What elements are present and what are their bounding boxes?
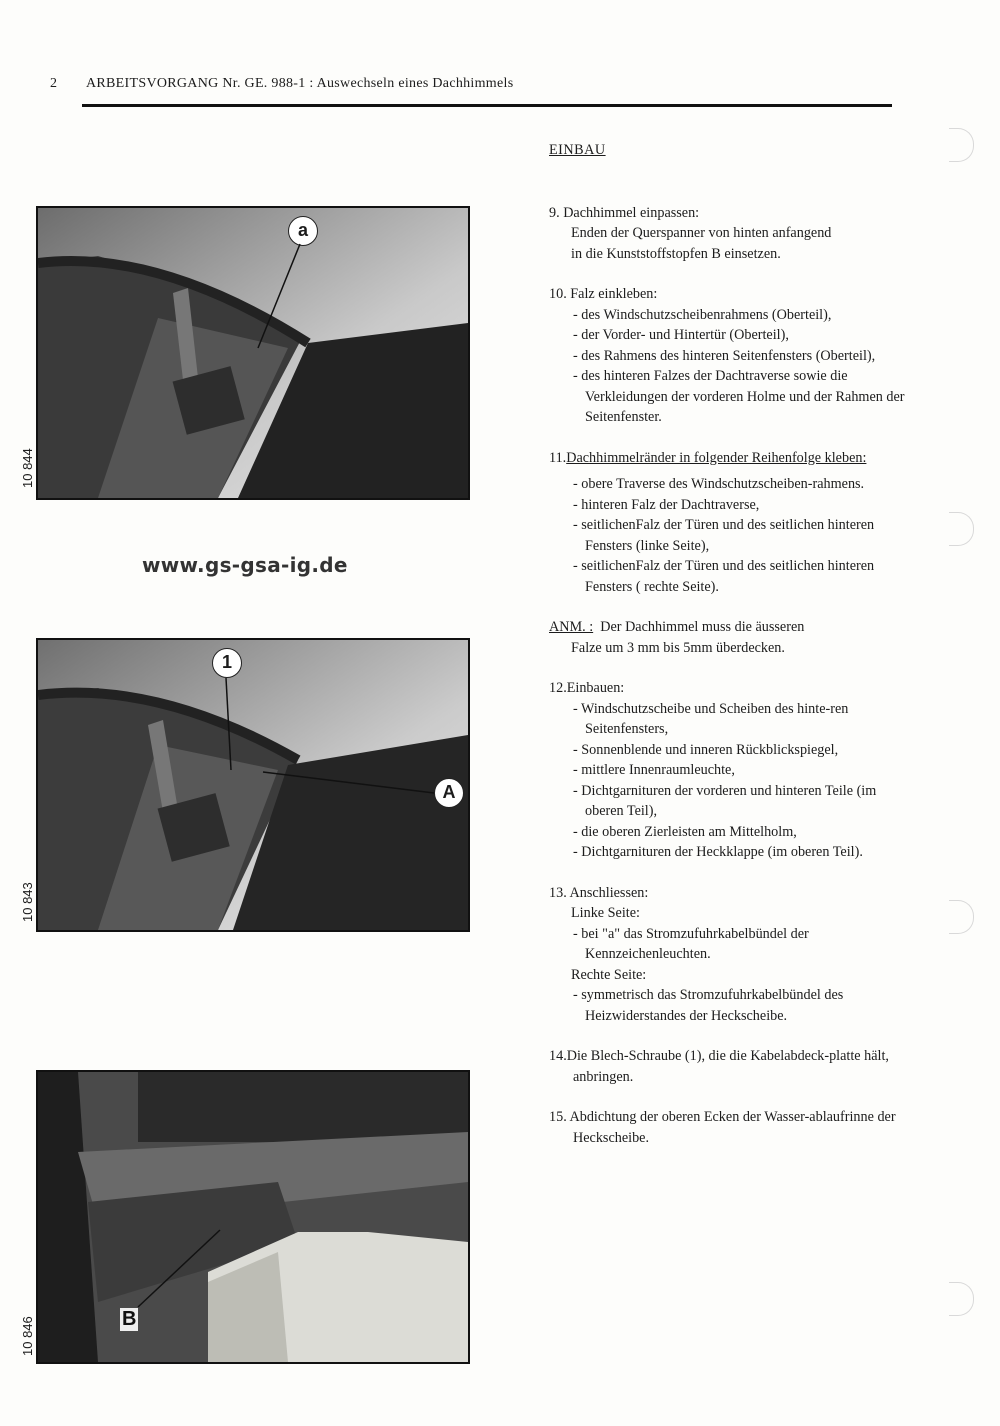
step-11: 11.Dachhimmelränder in folgender Reihenfolge kleben: - obere Traverse des Windschutzscheiben-rahmens. - hinteren Falz der Dachtraverse, - seitlichenFalz der Türen und des seitlichen hinteren Fensters (linke Seite), - seitlichenFalz der Türen und des seitlichen hinteren Fensters ( rechte Seite). bbox=[549, 448, 909, 598]
figure-ref-3: 10 846 bbox=[20, 1316, 35, 1356]
figure-ref-1: 10 844 bbox=[20, 448, 35, 488]
step-13: 13. Anschliessen: Linke Seite: - bei "a" das Stromzufuhrkabelbündel der Kennzeichenleuchten. Rechte Seite: - symmetrisch das Stromzufuhrkabelbündel des Heizwiderstandes der Heckscheibe. bbox=[549, 883, 909, 1027]
step-15: 15. Abdichtung der oberen Ecken der Wasser-ablaufrinne der Heckscheibe. bbox=[549, 1109, 896, 1146]
section-title: EINBAU bbox=[549, 142, 606, 158]
list-item: - Sonnenblende und inneren Rückblickspiegel, bbox=[573, 741, 839, 758]
list-item: - Windschutzscheibe und Scheiben des hinte-ren Seitenfensters, bbox=[573, 700, 849, 737]
list-item: - symmetrisch das Stromzufuhrkabelbündel des Heizwiderstandes der Heckscheibe. bbox=[573, 987, 844, 1024]
callout-label-a: a bbox=[288, 216, 318, 246]
list-item: - obere Traverse des Windschutzscheiben-rahmens. bbox=[573, 476, 865, 492]
list-item: - der Vorder- und Hintertür (Oberteil), bbox=[573, 327, 789, 343]
callout-label-1: 1 bbox=[212, 648, 242, 678]
figure-photo-1 bbox=[36, 206, 470, 500]
instructions-column bbox=[549, 140, 909, 1168]
list-item: - mittlere Innenraumleuchte, bbox=[573, 762, 735, 778]
figure-ref-line-1 bbox=[36, 440, 37, 496]
step-9: 9. Dachhimmel einpassen: Enden der Querspanner von hinten anfangend in die Kunststoffstopfen B einsetzen. bbox=[549, 204, 832, 262]
list-item: - seitlichenFalz der Türen und des seitlichen hinteren Fensters (linke Seite), bbox=[573, 517, 875, 554]
list-item: - die oberen Zierleisten am Mittelholm, bbox=[573, 823, 797, 840]
step-10: 10. Falz einkleben: - des Windschutzscheibenrahmens (Oberteil), - der Vorder- und Hintertür (Oberteil), - des Rahmens des hinteren Seitenfensters (Oberteil), - des hinteren Falzes der Dachtraverse sowie die Verkleidungen der vorderen Holme und der Rahmen der Seitenfenster. bbox=[549, 284, 909, 428]
callout-label-A: A bbox=[434, 778, 464, 808]
list-item: - des Windschutzscheibenrahmens (Oberteil), bbox=[573, 306, 832, 323]
header-rule bbox=[82, 104, 892, 107]
step-12: 12.Einbauen: - Windschutzscheibe und Scheiben des hinte-ren Seitenfensters, - Sonnenblende und inneren Rückblickspiegel, - mittlere Innenraumleuchte, - Dichtgarnituren der vorderen und hinteren Teile (im oberen Teil), - die oberen Zierleisten am Mittelholm, - Dichtgarnituren der Heckklappe (im oberen Teil). bbox=[549, 678, 909, 863]
list-item: - Dichtgarnituren der Heckklappe (im oberen Teil). bbox=[573, 844, 863, 860]
list-item: - seitlichenFalz der Türen und des seitlichen hinteren Fensters ( rechte Seite). bbox=[573, 558, 875, 595]
list-item: - des Rahmens des hinteren Seitenfensters (Oberteil), bbox=[573, 347, 876, 364]
list-item: - des hinteren Falzes der Dachtraverse sowie die Verkleidungen der vorderen Holme und der Rahmen der Seitenfenster. bbox=[573, 368, 905, 425]
page-number: 2 bbox=[50, 76, 58, 91]
callout-label-B: B bbox=[122, 1308, 137, 1330]
list-item: - bei "a" das Stromzufuhrkabelbündel der Kennzeichenleuchten. bbox=[573, 925, 809, 962]
page-header bbox=[50, 76, 513, 92]
document-title: ARBEITSVORGANG Nr. GE. 988-1 : Auswechseln eines Dachhimmels bbox=[86, 76, 514, 91]
website-watermark: www.gs-gsa-ig.de bbox=[142, 553, 348, 577]
binder-hole-mark bbox=[949, 128, 974, 162]
binder-hole-mark bbox=[949, 900, 974, 934]
list-item: - Dichtgarnituren der vorderen und hinteren Teile (im oberen Teil), bbox=[573, 782, 877, 819]
binder-hole-mark bbox=[949, 512, 974, 546]
figure-photo-3 bbox=[36, 1070, 470, 1364]
note-anm: ANM. : Der Dachhimmel muss die äusseren Falze um 3 mm bis 5mm überdecken. bbox=[549, 619, 805, 656]
figure-photo-2 bbox=[36, 638, 470, 932]
figure-ref-line-2 bbox=[36, 872, 37, 928]
figure-ref-2: 10 843 bbox=[20, 882, 35, 922]
step-14: 14.Die Blech-Schraube (1), die die Kabelabdeck-platte hält, anbringen. bbox=[549, 1048, 889, 1085]
figure-ref-line-3 bbox=[36, 1300, 37, 1360]
list-item: - hinteren Falz der Dachtraverse, bbox=[573, 496, 760, 513]
binder-hole-mark bbox=[949, 1282, 974, 1316]
